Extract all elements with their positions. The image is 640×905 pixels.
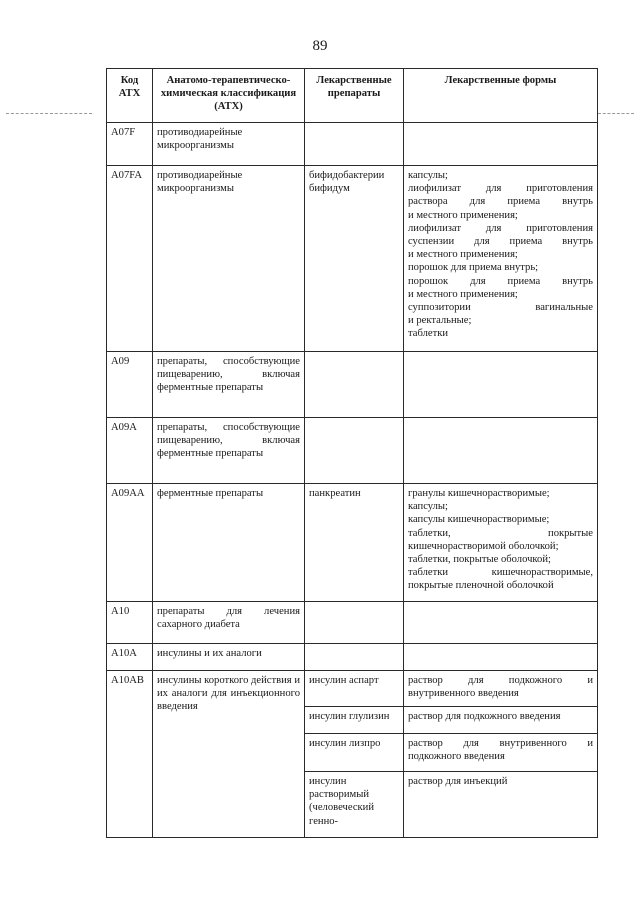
row-forms: раствор для подкожного введения <box>404 707 598 734</box>
table-row <box>107 484 598 602</box>
row-forms: раствор для подкожного и внутривенного введения <box>404 671 598 707</box>
row-drug <box>305 644 404 671</box>
row-forms <box>404 418 598 484</box>
row-drug: инсулин растворимый (человеческий генно- <box>305 772 404 838</box>
row-forms <box>404 644 598 671</box>
row-forms <box>404 123 598 166</box>
header-drugs: Лекарственные препараты <box>305 69 404 123</box>
row-classification: противодиарейные микроорганизмы <box>153 166 305 352</box>
row-code: A07F <box>107 123 153 166</box>
form-line: таблетки <box>408 328 449 340</box>
table-row <box>107 418 598 484</box>
form-line: покрытые пленочной оболочкой <box>408 580 554 592</box>
row-forms <box>404 602 598 644</box>
table-header-row <box>107 69 598 123</box>
form-line: и ректальные; <box>408 315 472 327</box>
table-row <box>107 352 598 418</box>
row-drug: инсулин лизпро <box>305 734 404 772</box>
row-drug <box>305 602 404 644</box>
margin-mark-right <box>598 113 634 114</box>
row-classification: препараты, способствующие пищеварению, включая ферментные препараты <box>153 352 305 418</box>
margin-mark-left <box>6 113 92 114</box>
row-drug <box>305 123 404 166</box>
form-line: порошок для приема внутрь <box>408 275 593 287</box>
form-line: суспензии для приема внутрь <box>408 236 593 248</box>
row-classification: инсулины и их аналоги <box>153 644 305 671</box>
row-drug: инсулин глулизин <box>305 707 404 734</box>
form-line: капсулы кишечнорастворимые; <box>408 514 550 526</box>
form-line: таблетки, покрытые <box>408 527 593 539</box>
table-row <box>107 123 598 166</box>
form-line: таблетки кишечнорастворимые, <box>408 567 593 579</box>
table-row <box>107 671 598 707</box>
row-forms <box>404 166 598 352</box>
row-classification: противодиарейные микроорганизмы <box>153 123 305 166</box>
row-code: A10AB <box>107 671 153 838</box>
form-line: капсулы; <box>408 501 448 513</box>
table-row <box>107 166 598 352</box>
row-classification: препараты, способствующие пищеварению, включая ферментные препараты <box>153 418 305 484</box>
form-line: порошок для приема внутрь; <box>408 262 539 274</box>
form-line: суппозитории вагинальные <box>408 302 593 314</box>
row-forms: раствор для инъекций <box>404 772 598 838</box>
form-line: таблетки, покрытые оболочкой; <box>408 554 551 566</box>
row-code: A10A <box>107 644 153 671</box>
row-classification: ферментные препараты <box>153 484 305 602</box>
atx-table <box>106 68 598 838</box>
form-line: и местного применения; <box>408 288 518 300</box>
row-code: A10 <box>107 602 153 644</box>
row-drug: бифидобактерии бифидум <box>305 166 404 352</box>
row-code: A09 <box>107 352 153 418</box>
row-drug: панкреатин <box>305 484 404 602</box>
form-line: капсулы; <box>408 170 448 181</box>
row-drug: инсулин аспарт <box>305 671 404 707</box>
header-code: Код АТХ <box>107 69 153 123</box>
form-line: и местного применения; <box>408 209 518 221</box>
table-row <box>107 602 598 644</box>
form-line: раствора для приема внутрь <box>408 196 593 208</box>
table-row <box>107 644 598 671</box>
header-classification: Анатомо-терапевтическо-химическая классификация (АТХ) <box>153 69 305 123</box>
row-code: A09AA <box>107 484 153 602</box>
form-line: и местного применения; <box>408 249 518 261</box>
row-forms: раствор для внутривенного и подкожного введения <box>404 734 598 772</box>
row-forms <box>404 352 598 418</box>
row-classification: препараты для лечения сахарного диабета <box>153 602 305 644</box>
form-line: лиофилизат для приготовления <box>408 222 593 234</box>
row-code: A09A <box>107 418 153 484</box>
form-line: кишечнорастворимой оболочкой; <box>408 540 559 552</box>
row-code: A07FA <box>107 166 153 352</box>
page-number: 89 <box>312 38 328 54</box>
row-classification: инсулины короткого действия и их аналоги для инъекционного введения <box>153 671 305 838</box>
row-drug <box>305 418 404 484</box>
form-line: гранулы кишечнорастворимые; <box>408 488 550 499</box>
header-forms: Лекарственные формы <box>404 69 598 123</box>
row-drug <box>305 352 404 418</box>
form-line: лиофилизат для приготовления <box>408 183 593 195</box>
row-forms <box>404 484 598 602</box>
